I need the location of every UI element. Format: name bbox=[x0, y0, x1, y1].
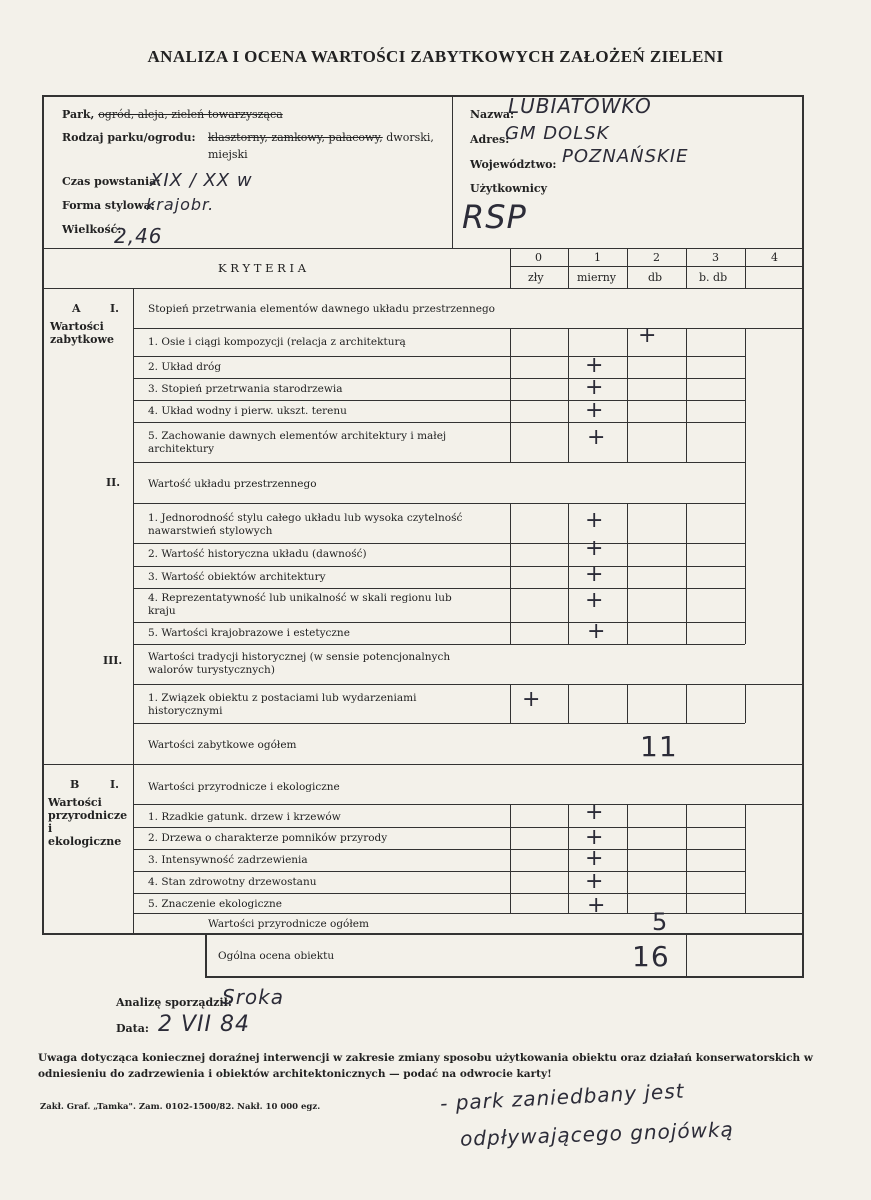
col-divider bbox=[745, 249, 746, 288]
criteria-header-rule bbox=[43, 288, 803, 289]
row-rule bbox=[133, 400, 745, 401]
date-value: 2 VII 84 bbox=[158, 1012, 251, 1037]
forma-value: krajobr. bbox=[146, 195, 215, 214]
section-b-name: Wartości przyrodnicze i ekologiczne bbox=[48, 796, 128, 848]
mark-a1-1: + bbox=[638, 323, 657, 348]
czas-label: Czas powstania: bbox=[62, 175, 161, 188]
wojewodztwo-value: POZNAŃSKIE bbox=[562, 146, 689, 167]
mark-a1-2: + bbox=[585, 353, 604, 378]
row-rule bbox=[133, 566, 745, 567]
grid-divider bbox=[510, 328, 511, 462]
row-rule bbox=[133, 462, 745, 463]
grid-divider bbox=[745, 804, 746, 913]
group1-title: Stopień przetrwania elementów dawnego układu przestrzennego bbox=[148, 303, 495, 315]
adres-label: Adres: bbox=[470, 133, 510, 146]
a1-item-1: 1. Osie i ciągi kompozycji (relacja z architekturą bbox=[148, 336, 406, 348]
park-label: Park, ogród, aleja, zieleń towarzysząca bbox=[62, 108, 283, 121]
b-item-5: 5. Znaczenie ekologiczne bbox=[148, 898, 283, 910]
a2-item-4: 4. Reprezentatywność lub unikalność w skali regionu lub kraju bbox=[148, 592, 452, 617]
section-a-total-value: 11 bbox=[640, 730, 678, 763]
row-rule bbox=[133, 723, 745, 724]
section-a-roman-2: II. bbox=[106, 476, 121, 489]
header-divider bbox=[452, 96, 453, 248]
grid-divider bbox=[627, 503, 628, 644]
col-divider bbox=[627, 249, 628, 288]
notice-text: Uwaga dotycząca koniecznej doraźnej interwencji w zakresie zmiany sposobu użytkowania obiektu oraz działań konserwatorskich w odniesieniu do zadrzewienia i obiektów architektonicznych — podać na odwrocie karty! bbox=[38, 1052, 813, 1080]
mark-a2-2: + bbox=[585, 536, 604, 561]
col-0-num: 0 bbox=[535, 251, 542, 264]
section-b-title: Wartości przyrodnicze i ekologiczne bbox=[148, 781, 340, 793]
grid-divider bbox=[568, 328, 569, 462]
rodzaj-options: klasztorny, zamkowy, pałacowy, dworski, bbox=[208, 131, 434, 144]
b-item-1: 1. Rzadkie gatunk. drzew i krzewów bbox=[148, 811, 341, 823]
mark-a2-4: + bbox=[585, 588, 604, 613]
kryteria-label: K R Y T E R I A bbox=[218, 261, 307, 275]
row-rule bbox=[133, 422, 745, 423]
rodzaj-label: Rodzaj parku/ogrodu: bbox=[62, 131, 196, 144]
left-col-divider bbox=[133, 288, 134, 935]
section-a-name: Wartości zabytkowe bbox=[50, 320, 114, 346]
section-a-total-label: Wartości zabytkowe ogółem bbox=[148, 739, 297, 751]
col-divider bbox=[510, 249, 511, 288]
mark-a1-4: + bbox=[585, 398, 604, 423]
wielkosc-value: 2,46 bbox=[114, 224, 163, 248]
grid-divider bbox=[627, 684, 628, 723]
a2-item-2: 2. Wartość historyczna układu (dawność) bbox=[148, 548, 367, 560]
czas-value: XIX / XX w bbox=[150, 170, 253, 191]
mark-b-2: + bbox=[585, 825, 604, 850]
grid-divider bbox=[510, 684, 511, 723]
a1-item-3: 3. Stopień przetrwania starodrzewia bbox=[148, 383, 343, 395]
adres-value: GM DOLSK bbox=[505, 123, 610, 144]
mark-a2-5: + bbox=[587, 619, 606, 644]
author-signature: Sroka bbox=[222, 985, 284, 1009]
row-rule bbox=[133, 893, 745, 894]
grid-divider bbox=[627, 804, 628, 913]
a2-item-1: 1. Jednorodność stylu całego układu lub wysoka czytelność nawarstwień stylowych bbox=[148, 512, 463, 537]
overall-value: 16 bbox=[632, 940, 670, 973]
col-4-num: 4 bbox=[771, 251, 778, 264]
grid-divider bbox=[568, 804, 569, 913]
row-rule bbox=[133, 849, 745, 850]
row-rule bbox=[133, 684, 803, 685]
row-rule bbox=[133, 644, 745, 645]
overall-label: Ogólna ocena obiektu bbox=[218, 950, 335, 962]
grid-divider bbox=[510, 804, 511, 913]
section-divider-a-b bbox=[43, 764, 803, 765]
grid-divider bbox=[510, 503, 511, 644]
mark-a3-1: + bbox=[522, 687, 541, 712]
printer-info: Zakł. Graf. „Tamka". Zam. 0102-1500/82. Nakł. 10 000 egz. bbox=[40, 1102, 321, 1112]
mark-b-4: + bbox=[585, 869, 604, 894]
grid-divider bbox=[686, 328, 687, 462]
uzytkownicy-value: RSP bbox=[462, 198, 527, 236]
row-rule bbox=[133, 804, 803, 805]
author-label: Analizę sporządził: bbox=[116, 996, 232, 1009]
row-rule bbox=[133, 356, 745, 357]
group2-title: Wartość układu przestrzennego bbox=[148, 478, 317, 490]
grid-divider bbox=[568, 503, 569, 644]
mark-a1-3: + bbox=[585, 375, 604, 400]
section-a-roman-1: I. bbox=[110, 302, 119, 315]
mark-b-5: + bbox=[587, 893, 606, 918]
header-bottom-rule bbox=[43, 248, 803, 249]
section-b-letter: B bbox=[70, 778, 80, 791]
row-rule bbox=[133, 871, 745, 872]
nazwa-value: LUBIATOWKO bbox=[508, 94, 652, 118]
rodzaj-options-line2: miejski bbox=[208, 148, 248, 161]
grid-divider bbox=[686, 804, 687, 913]
mark-a2-1: + bbox=[585, 508, 604, 533]
mark-b-1: + bbox=[585, 800, 604, 825]
grid-divider bbox=[745, 328, 746, 462]
section-b-total-value: 5 bbox=[652, 908, 669, 936]
b-item-2: 2. Drzewa o charakterze pomników przyrody bbox=[148, 832, 388, 844]
row-rule bbox=[133, 622, 745, 623]
a2-item-3: 3. Wartość obiektów architektury bbox=[148, 571, 326, 583]
uzytkownicy-label: Użytkownicy bbox=[470, 182, 548, 195]
col-2-num: 2 bbox=[653, 251, 660, 264]
forma-label: Forma stylowa: bbox=[62, 199, 155, 212]
row-rule bbox=[133, 827, 745, 828]
date-label: Data: bbox=[116, 1022, 149, 1035]
col-2-word: db bbox=[648, 271, 663, 284]
wojewodztwo-label: Województwo: bbox=[470, 158, 557, 171]
col-3-word: b. db bbox=[699, 271, 728, 284]
grid-divider bbox=[745, 684, 746, 723]
row-rule bbox=[133, 588, 745, 589]
row-rule bbox=[133, 543, 745, 544]
grid-divider bbox=[686, 503, 687, 644]
section-b-roman: I. bbox=[110, 778, 119, 791]
grid-divider bbox=[686, 684, 687, 723]
criteria-subheader-rule bbox=[510, 266, 803, 267]
a2-item-5: 5. Wartości krajobrazowe i estetyczne bbox=[148, 627, 350, 639]
row-rule bbox=[133, 328, 803, 329]
handnote-line-2: odpływającego gnojówką bbox=[459, 1117, 735, 1151]
grid-divider bbox=[568, 684, 569, 723]
b-item-4: 4. Stan zdrowotny drzewostanu bbox=[148, 876, 317, 888]
mark-a1-5: + bbox=[587, 425, 606, 450]
section-a-letter: A bbox=[72, 302, 81, 315]
mark-a2-3: + bbox=[585, 562, 604, 587]
col-1-num: 1 bbox=[594, 251, 601, 264]
row-rule bbox=[133, 503, 745, 504]
col-0-word: zły bbox=[528, 271, 544, 284]
mark-b-3: + bbox=[585, 846, 604, 871]
a1-item-2: 2. Układ dróg bbox=[148, 361, 222, 373]
handnote-line-1: - park zaniedbany jest bbox=[439, 1078, 686, 1116]
document-title: ANALIZA I OCENA WARTOŚCI ZABYTKOWYCH ZAŁOŻEŃ ZIELENI bbox=[147, 47, 724, 66]
row-rule bbox=[133, 913, 803, 914]
b-item-3: 3. Intensywność zadrzewienia bbox=[148, 854, 308, 866]
overall-divider bbox=[686, 935, 687, 978]
section-b-total-label: Wartości przyrodnicze ogółem bbox=[208, 918, 369, 930]
wielkosc-label: Wielkość: bbox=[62, 223, 122, 236]
grid-divider bbox=[627, 328, 628, 462]
a1-item-5: 5. Zachowanie dawnych elementów architektury i małej architektury bbox=[148, 430, 447, 455]
col-3-num: 3 bbox=[712, 251, 719, 264]
col-divider bbox=[686, 249, 687, 288]
group3-title: Wartości tradycji historycznej (w sensie potencjonalnych walorów turystycznych) bbox=[148, 651, 451, 676]
grid-divider bbox=[745, 462, 746, 644]
a1-item-4: 4. Układ wodny i pierw. ukszt. terenu bbox=[148, 405, 347, 417]
section-a-roman-3: III. bbox=[103, 654, 123, 667]
nazwa-label: Nazwa: bbox=[470, 108, 515, 121]
row-rule bbox=[133, 378, 745, 379]
a3-item-1: 1. Związek obiektu z postaciami lub wydarzeniami historycznymi bbox=[148, 692, 417, 717]
col-divider bbox=[568, 249, 569, 288]
col-1-word: mierny bbox=[577, 271, 617, 284]
